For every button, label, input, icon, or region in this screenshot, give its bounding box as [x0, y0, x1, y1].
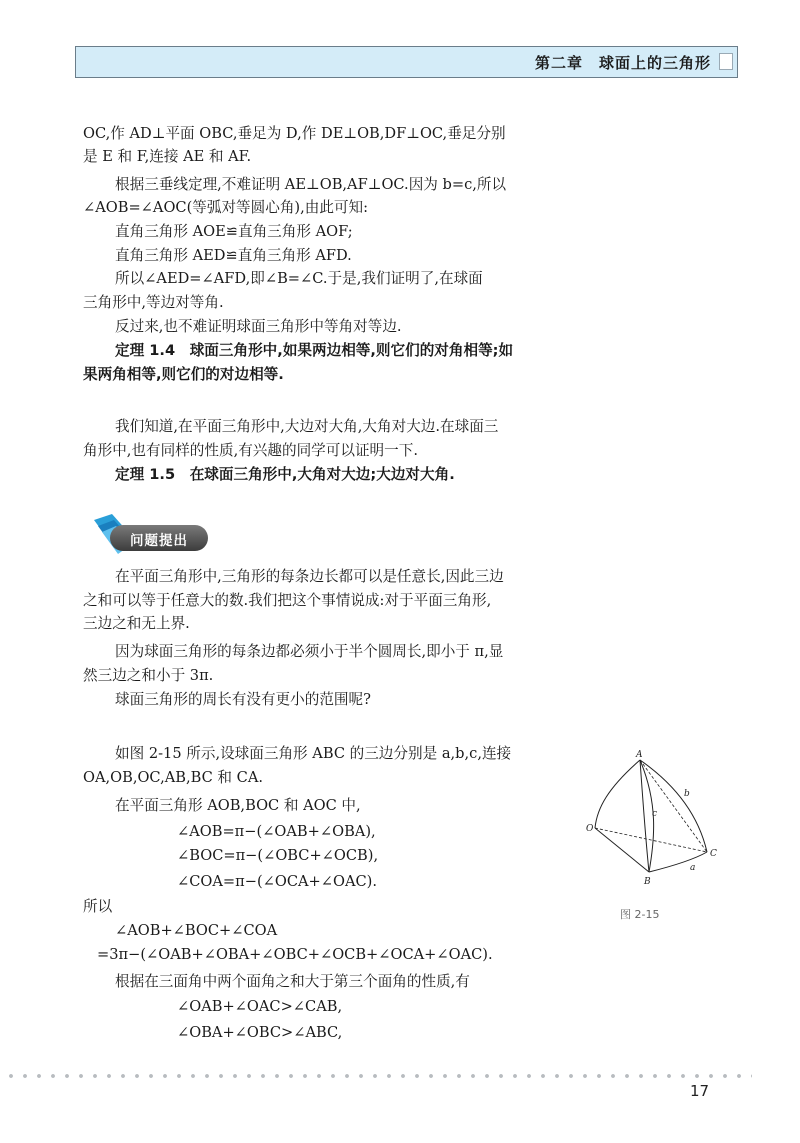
text-line: 根据在三面角中两个面角之和大于第三个面角的性质,有	[115, 973, 470, 990]
chapter-header-bar	[75, 46, 738, 78]
text-line: 因为球面三角形的每条边都必须小于半个圆周长,即小于 π,显	[115, 643, 504, 660]
text-line: 然三边之和小于 3π.	[83, 667, 214, 684]
spherical-triangle-figure	[583, 748, 733, 898]
text-line: 是 E 和 F,连接 AE 和 AF.	[83, 148, 252, 165]
label-B: B	[644, 877, 651, 887]
theorem-1-5: 定理 1.5 在球面三角形中,大角对大边;大边对大角.	[115, 466, 455, 483]
arc-a	[649, 852, 707, 872]
equation-line: =3π−(∠OAB+∠OBA+∠OBC+∠OCB+∠OCA+∠OAC).	[97, 946, 493, 963]
text-line: 我们知道,在平面三角形中,大边对大角,大角对大边.在球面三	[115, 418, 499, 435]
section-badge-label: 问题提出	[130, 533, 188, 549]
text-line: ∠AOB=∠AOC(等弧对等圆心角),由此可知:	[83, 199, 369, 216]
chord-AC	[640, 760, 707, 852]
text-line: OA,OB,OC,AB,BC 和 CA.	[83, 769, 263, 786]
edge-OC	[595, 828, 707, 852]
equation-line: ∠AOB=π−(∠OAB+∠OBA),	[177, 823, 376, 840]
chord-AB	[640, 760, 649, 872]
equation-line: ∠OAB+∠OAC>∠CAB,	[177, 998, 343, 1015]
text-line: 在平面三角形 AOB,BOC 和 AOC 中,	[115, 797, 361, 814]
label-C: C	[710, 849, 717, 859]
equation-line: ∠AOB+∠BOC+∠COA	[115, 922, 278, 939]
section-badge	[88, 512, 210, 556]
edge-OA	[595, 760, 640, 828]
text-line: 之和可以等于任意大的数.我们把这个事情说成:对于平面三角形,	[83, 592, 492, 609]
page-number: 17	[690, 1082, 710, 1100]
text-line: 三边之和无上界.	[83, 615, 190, 632]
text-line: 球面三角形的周长有没有更小的范围呢?	[115, 691, 371, 708]
text-line: 角形中,也有同样的性质,有兴趣的同学可以证明一下.	[83, 442, 418, 459]
edge-OB	[595, 828, 649, 872]
theorem-1-4: 定理 1.4 球面三角形中,如果两边相等,则它们的对角相等;如	[115, 342, 514, 359]
theorem-1-4-cont: 果两角相等,则它们的对边相等.	[83, 366, 284, 383]
text-line: 所以∠AED=∠AFD,即∠B=∠C.于是,我们证明了,在球面	[115, 270, 483, 287]
label-a: a	[690, 863, 696, 873]
text-line: 直角三角形 AED≌直角三角形 AFD.	[115, 247, 352, 264]
equation-line: ∠OBA+∠OBC>∠ABC,	[177, 1024, 343, 1041]
label-b: b	[684, 789, 690, 799]
text-line: 如图 2-15 所示,设球面三角形 ABC 的三边分别是 a,b,c,连接	[115, 745, 512, 762]
header-tab-decoration	[719, 53, 733, 70]
label-O: O	[586, 824, 594, 834]
chapter-title: 第二章 球面上的三角形	[534, 54, 711, 72]
text-line: 反过来,也不难证明球面三角形中等角对等边.	[115, 318, 402, 335]
figure-caption: 图 2-15	[620, 908, 660, 921]
text-line: 在平面三角形中,三角形的每条边长都可以是任意长,因此三边	[115, 568, 504, 585]
dotted-separator	[0, 1072, 752, 1080]
text-line: OC,作 AD⊥平面 OBC,垂足为 D,作 DE⊥OB,DF⊥OC,垂足分别	[83, 125, 506, 142]
label-A: A	[636, 750, 643, 760]
label-c: c	[652, 809, 658, 819]
equation-line: ∠COA=π−(∠OCA+∠OAC).	[177, 873, 377, 890]
equation-line: ∠BOC=π−(∠OBC+∠OCB),	[177, 847, 379, 864]
text-line: 三角形中,等边对等角.	[83, 294, 224, 311]
text-line: 直角三角形 AOE≌直角三角形 AOF;	[115, 223, 353, 240]
text-line: 所以	[83, 898, 113, 915]
text-line: 根据三垂线定理,不难证明 AE⊥OB,AF⊥OC.因为 b=c,所以	[115, 176, 507, 193]
